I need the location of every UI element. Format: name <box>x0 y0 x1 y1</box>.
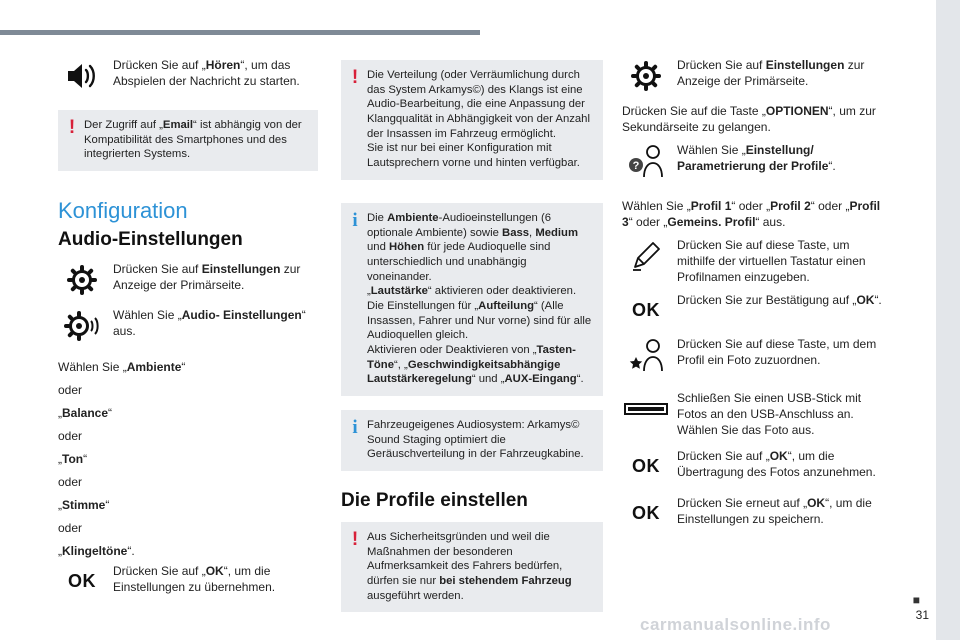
or-text: oder <box>58 429 83 443</box>
gear-icon <box>622 58 670 94</box>
step-listen: Drücken Sie auf „Hören“, um das Abspielen der Nachricht zu starten. <box>58 58 320 94</box>
profile-line: Wählen Sie „Profil 1“ oder „Profil 2“ oder „Profil 3“ oder „Gemeins. Profil“ aus. <box>622 199 881 229</box>
step-usb: Schließen Sie einen USB-Stick mit Fotos an den USB-Anschluss an. Wählen Sie das Foto aus. <box>622 391 888 439</box>
warning-icon: ! <box>68 117 76 138</box>
ton-line: „Ton“ <box>58 452 88 466</box>
step-settings-profile: Drücken Sie auf Einstellungen zur Anzeige der Primärseite. <box>622 58 888 94</box>
options-line: Drücken Sie auf die Taste „OPTIONEN“, um zur Sekundärseite zu gelangen. <box>622 104 876 134</box>
page-dot: ■ <box>912 593 920 607</box>
gear-sound-icon <box>58 308 106 344</box>
or-text: oder <box>58 383 83 397</box>
note-ambiente: i Die Ambiente-Audioeinstellungen (6 optionale Ambiente) sowie Bass, Medium und Höhen für jede Audioquelle sind unterschiedlich und unabhängig voneinander. „Lautstärke“ aktivieren oder deaktivieren. Die Einstellungen für „Aufteilung“ (Alle Insassen, Fahrer und Nur vorne) sind für alle Audioquellen gleich. Aktivieren oder Deaktivieren von „Tasten-Töne“, „Geschwindigkeitsabhängige Lautstärkeregelung“ und „AUX-Eingang“. <box>341 203 603 396</box>
stimme-line: „Stimme“ <box>58 498 110 512</box>
usb-slot-icon <box>622 391 670 427</box>
info-icon: i <box>352 210 358 231</box>
speaker-icon <box>58 58 106 94</box>
ambiente-line: Wählen Sie „Ambiente“ <box>58 360 186 374</box>
warning-icon: ! <box>351 529 359 550</box>
step-profile-settings: ? Wählen Sie „Einstellung/ Parametrierung der Profile“. <box>622 143 888 179</box>
header-rule <box>0 30 480 35</box>
balance-line: „Balance“ <box>58 406 113 420</box>
profiles-title: Die Profile einstellen <box>341 490 528 511</box>
ok-icon: OK <box>632 503 660 524</box>
warning-icon: ! <box>351 67 359 88</box>
note-arkamys: ! Die Verteilung (oder Verräumlichung durch das System Arkamys©) des Klangs ist eine Audio-Bearbeitung, die eine Anpassung der Klangqualität in Abhängigkeit von der Anzahl der Insassen im Fahrzeug ermöglicht. Sie ist nur bei einer Konfiguration mit Lautsprechern vorne und hinten verfügbar. <box>341 60 603 180</box>
section-title: Konfiguration <box>58 198 188 223</box>
profile-question-icon <box>622 143 670 179</box>
ok-icon: OK <box>68 571 96 592</box>
ok-icon: OK <box>632 456 660 477</box>
step-audio-settings: Wählen Sie „Audio- Einstellungen“ aus. <box>58 308 320 344</box>
step-keyboard: Drücken Sie auf diese Taste, um mithilfe der virtuellen Tastatur einen Profilnamen einzugeben. <box>622 238 888 286</box>
step-ok-confirm: OK Drücken Sie zur Bestätigung auf „OK“. <box>622 293 888 329</box>
profile-star-icon <box>622 337 670 373</box>
step-ok-transfer: OK Drücken Sie auf „OK“, um die Übertragung des Fotos anzunehmen. <box>632 449 876 479</box>
or-text: oder <box>58 521 83 535</box>
note-email: ! Der Zugriff auf „Email“ ist abhängig von der Kompatibilität des Smartphones und des integrierten Systems. <box>58 110 318 171</box>
watermark: carmanualsonline.info <box>640 615 831 634</box>
info-icon: i <box>352 417 358 438</box>
step-settings: Drücken Sie auf Einstellungen zur Anzeige der Primärseite. <box>58 262 320 298</box>
pencil-icon <box>622 238 670 274</box>
side-strip <box>936 0 960 640</box>
step-ok-save: OK Drücken Sie erneut auf „OK“, um die Einstellungen zu speichern. <box>632 496 872 526</box>
page-number: 31 <box>915 608 929 622</box>
note-safety: ! Aus Sicherheitsgründen und weil die Maßnahmen der besonderen Aufmerksamkeit des Fahrers bedürfen, dürfen sie nur bei stehendem Fahrzeug ausgeführt werden. <box>341 522 603 612</box>
svg-text:?: ? <box>632 160 640 172</box>
step-photo: Drücken Sie auf diese Taste, um dem Profil ein Foto zuzuordnen. <box>622 337 888 373</box>
ok-icon: OK <box>632 300 660 321</box>
or-text: oder <box>58 475 83 489</box>
note-audiosystem: i Fahrzeugeigenes Audiosystem: Arkamys© Sound Staging optimiert die Geräuschverteilung in der Fahrzeugkabine. <box>341 410 603 471</box>
gear-icon <box>58 262 106 298</box>
step-ok: OK Drücken Sie auf „OK“, um die Einstellungen zu übernehmen. <box>68 564 276 594</box>
klingelton-line: „Klingeltöne“. <box>58 544 135 558</box>
audio-title: Audio-Einstellungen <box>58 229 243 250</box>
